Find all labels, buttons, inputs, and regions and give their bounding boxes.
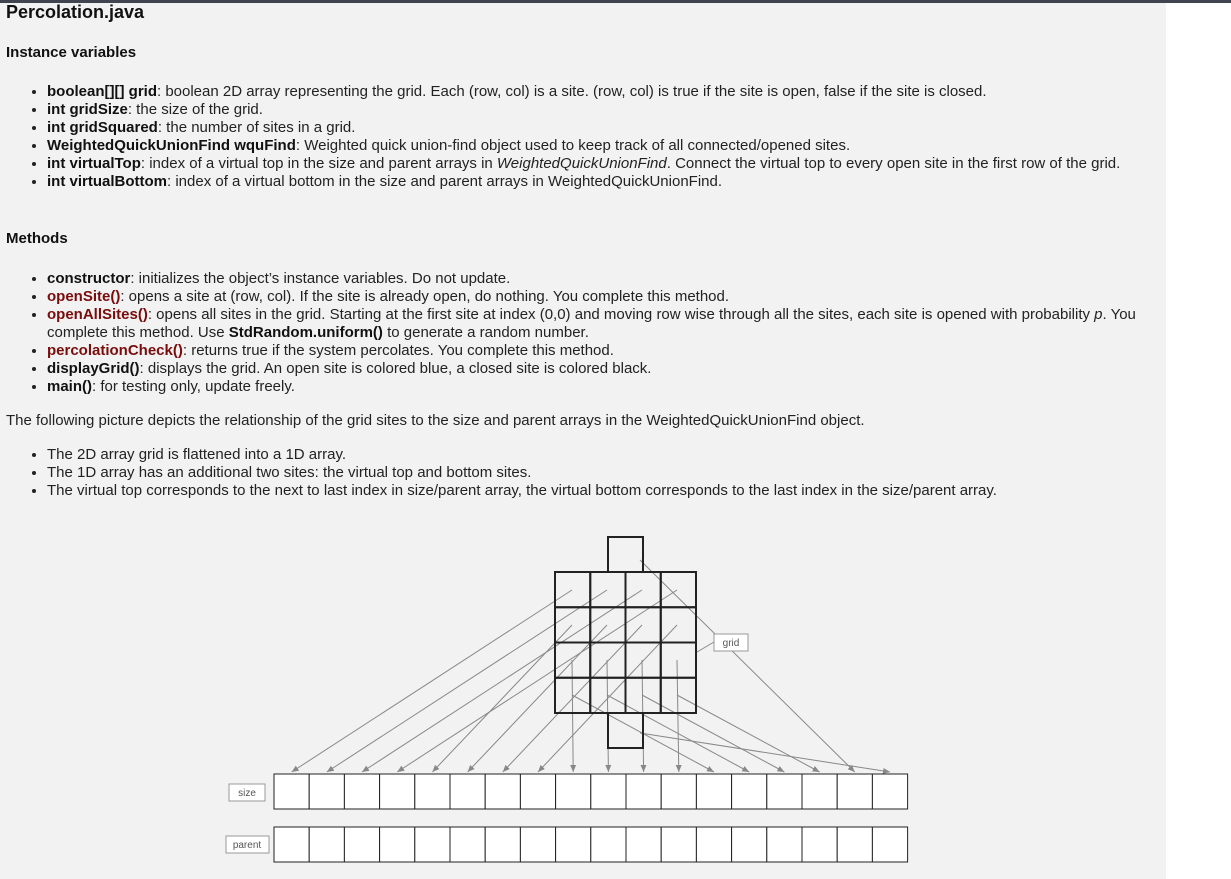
array-cell — [309, 774, 344, 809]
array-cell — [415, 774, 450, 809]
list-item: • int virtualTop: index of a virtual top in the size and parent arrays in WeightedQuickUnionFind. Connect the virtual top to every open site in the first row of the grid. — [47, 155, 1157, 173]
array-cell — [520, 774, 555, 809]
array-cell — [661, 827, 696, 862]
array-cell — [450, 774, 485, 809]
array-cell — [837, 827, 872, 862]
connection-arrow — [362, 590, 642, 772]
list-item: • openAllSites(): opens all sites in the grid. Starting at the first site at index (0,0) and moving row wise through all the sites, each site is opened with probability p. You complete this method. Use StdRandom.uniform() to generate a random number. — [47, 306, 1137, 342]
array-cell — [556, 827, 591, 862]
array-cell — [696, 774, 731, 809]
page — [0, 3, 1166, 879]
size-label-box — [229, 784, 265, 801]
picture-intro: The following picture depicts the relationship of the grid sites to the size and parent arrays in the WeightedQuickUnionFind object. — [6, 412, 865, 429]
array-cell — [767, 774, 802, 809]
array-cell — [380, 827, 415, 862]
array-cell — [802, 774, 837, 809]
virtual-top-cell — [608, 537, 643, 572]
connection-arrow — [677, 695, 820, 772]
array-cell — [661, 774, 696, 809]
list-item: • WeightedQuickUnionFind wquFind: Weighted quick union-find object used to keep track of all connected/opened sites. — [47, 137, 1157, 155]
array-cell — [802, 827, 837, 862]
parent-label: parent — [232, 840, 262, 851]
array-cell — [520, 827, 555, 862]
array-cell — [274, 774, 309, 809]
array-cell — [626, 774, 661, 809]
grid-diagram — [0, 3, 1166, 879]
array-cell — [380, 774, 415, 809]
grid-box — [555, 537, 696, 748]
connection-arrow — [468, 625, 607, 772]
diagram-shapes — [274, 537, 908, 862]
connection-arrow — [642, 695, 784, 772]
page-title: Percolation.java — [6, 2, 145, 22]
grid-cell — [661, 643, 696, 678]
array-cell — [274, 827, 309, 862]
array-cell — [872, 827, 907, 862]
array-cell — [556, 774, 591, 809]
list-item: • int gridSize: the size of the grid. — [47, 101, 1157, 119]
connection-arrow — [327, 590, 607, 772]
array-cell — [309, 827, 344, 862]
list-item: • The virtual top corresponds to the next to last index in size/parent array, the virtual bottom corresponds to the last index in the size/parent array. — [47, 482, 1157, 500]
connection-arrow — [292, 590, 572, 772]
array-cell — [344, 827, 379, 862]
array-cell — [485, 827, 520, 862]
grid-label-box — [714, 634, 748, 651]
array-cell — [591, 774, 626, 809]
connection-arrow — [640, 560, 855, 772]
array-cell — [767, 827, 802, 862]
list-item: • openSite(): opens a site at (row, col). If the site is already open, do nothing. You complete this method. — [47, 288, 1137, 306]
grid-cell — [590, 572, 625, 607]
methods-heading: Methods — [6, 230, 68, 247]
array-cell — [626, 827, 661, 862]
connection-arrow — [397, 590, 677, 772]
list-item: • The 2D array grid is flattened into a 1D array. — [47, 446, 1157, 464]
array-cell — [415, 827, 450, 862]
size-label: size — [238, 788, 256, 799]
list-item: • boolean[][] grid: boolean 2D array representing the grid. Each (row, col) is a site. (row, col) is true if the site is open, false if the site is closed. — [47, 83, 1157, 101]
array-cell — [450, 827, 485, 862]
array-cell — [732, 827, 767, 862]
size-array — [274, 774, 908, 809]
array-cell — [591, 827, 626, 862]
array-cell — [732, 774, 767, 809]
array-cell — [344, 774, 379, 809]
list-item: • main(): for testing only, update freely. — [47, 378, 1137, 396]
list-item: • The 1D array has an additional two sites: the virtual top and bottom sites. — [47, 464, 1157, 482]
grid-cell — [555, 572, 590, 607]
list-item: • displayGrid(): displays the grid. An open site is colored blue, a closed site is colored black. — [47, 360, 1137, 378]
array-cell — [837, 774, 872, 809]
array-cell — [485, 774, 520, 809]
grid-cell — [626, 572, 661, 607]
list-item: • percolationCheck(): returns true if the system percolates. You complete this method. — [47, 342, 1137, 360]
array-cell — [872, 774, 907, 809]
grid-cell — [661, 572, 696, 607]
list-item: • int gridSquared: the number of sites in a grid. — [47, 119, 1157, 137]
list-item: • int virtualBottom: index of a virtual bottom in the size and parent arrays in WeightedQuickUnionFind. — [47, 173, 1157, 191]
array-cell — [696, 827, 731, 862]
parent-array — [274, 827, 908, 862]
grid-label: grid — [722, 638, 740, 649]
connection-arrow — [432, 625, 572, 772]
parent-label-box — [226, 836, 269, 853]
list-item: • constructor: initializes the object’s instance variables. Do not update. — [47, 270, 1137, 288]
grid-pointer — [697, 642, 714, 652]
instance-variables-heading: Instance variables — [6, 44, 137, 61]
